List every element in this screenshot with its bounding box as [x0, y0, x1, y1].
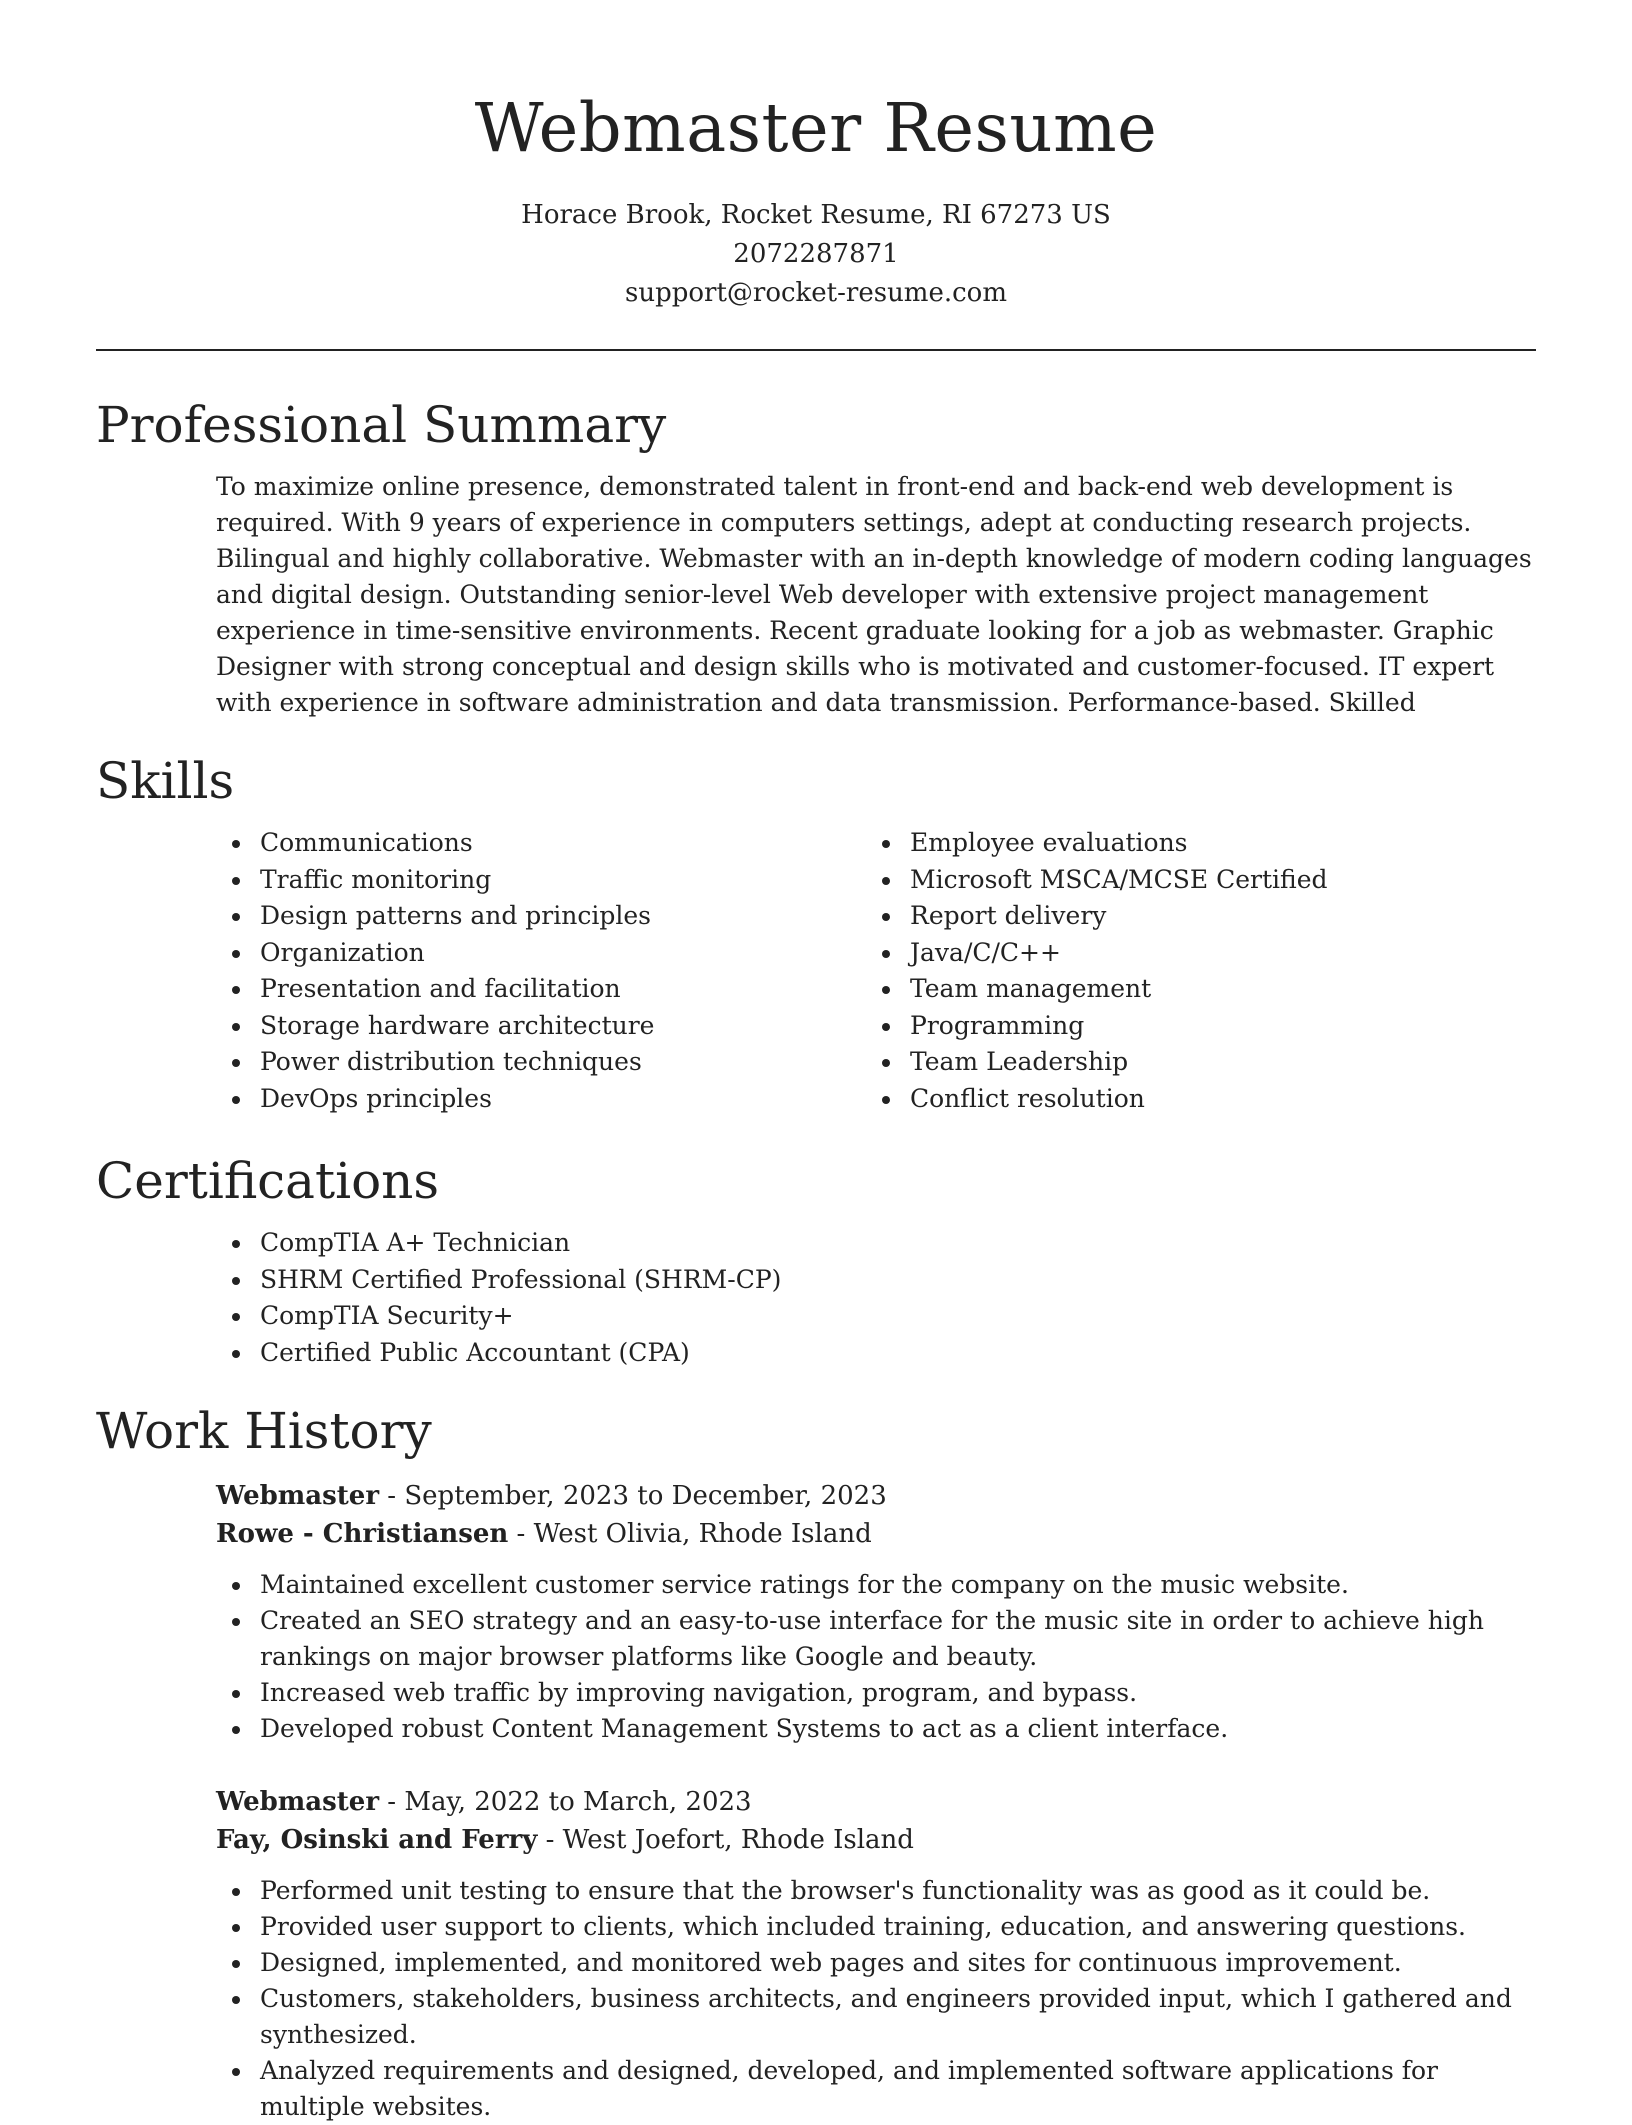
skill-item: DevOps principles — [260, 1081, 910, 1118]
skills-column-right — [910, 825, 1510, 1117]
skills-column-left — [260, 825, 910, 1117]
job-bullet: Analyzed requirements and designed, developed, and implemented software applications for multiple websites. — [260, 2053, 1536, 2125]
skill-item: Team Leadership — [910, 1044, 1510, 1081]
job-dates: - September, 2023 to December, 2023 — [379, 1481, 887, 1511]
job-entry — [216, 1477, 1536, 1747]
summary-text: To maximize online presence, demonstrated talent in front-end and back-end web development is required. With 9 years of experience in computers settings, adept at conducting research projects. Bilingual and highly collaborative. Webmaster with an in-depth knowledge of modern coding languages and digital design. Outstanding senior-level Web developer with extensive project management experience in time-sensitive environments. Recent graduate looking for a job as webmaster. Graphic Designer with strong conceptual and design skills who is motivated and customer-focused. IT expert with experience in software administration and data transmission. Performance-based. Skilled — [216, 472, 1532, 717]
skill-item: Design patterns and principles — [260, 898, 910, 935]
certifications-heading: Certifications — [96, 1152, 440, 1210]
contact-email: support@rocket-resume.com — [624, 278, 1007, 308]
work-history-heading: Work History — [96, 1402, 432, 1460]
skill-item: Java/C/C++ — [910, 935, 1510, 972]
skill-item: Conflict resolution — [910, 1081, 1510, 1118]
job-company: Fay, Osinski and Ferry — [216, 1825, 538, 1855]
job-title: Webmaster — [216, 1787, 380, 1817]
job-company: Rowe - Christiansen — [216, 1519, 509, 1549]
skill-item: Team management — [910, 971, 1510, 1008]
skill-item: Traffic monitoring — [260, 862, 910, 899]
job-bullet: Increased web traffic by improving navigation, program, and bypass. — [260, 1675, 1536, 1711]
job-company-line — [216, 1821, 1536, 1859]
skill-item: Report delivery — [910, 898, 1510, 935]
job-location: - West Olivia, Rhode Island — [508, 1519, 872, 1549]
certifications-list — [260, 1225, 1536, 1371]
job-dates: - May, 2022 to March, 2023 — [379, 1787, 752, 1817]
certification-item: CompTIA Security+ — [260, 1298, 1536, 1335]
skills-heading: Skills — [96, 752, 235, 810]
contact-address: Horace Brook, Rocket Resume, RI 67273 US — [521, 200, 1111, 230]
certification-item: SHRM Certified Professional (SHRM-CP) — [260, 1262, 1536, 1299]
job-bullet: Performed unit testing to ensure that the browser's functionality was as good as it could be. — [260, 1873, 1536, 1909]
skill-item: Microsoft MSCA/MCSE Certified — [910, 862, 1510, 899]
job-bullet: Designed, implemented, and monitored web pages and sites for continuous improvement. — [260, 1945, 1536, 1981]
certification-item: Certified Public Accountant (CPA) — [260, 1335, 1536, 1372]
skill-item: Storage hardware architecture — [260, 1008, 910, 1045]
job-bullets — [260, 1567, 1536, 1747]
contact-phone: 2072287871 — [733, 239, 899, 269]
job-bullet: Provided user support to clients, which included training, education, and answering questions. — [260, 1909, 1536, 1945]
contact-info — [96, 196, 1536, 313]
skill-item: Programming — [910, 1008, 1510, 1045]
job-bullet: Developed robust Content Management Systems to act as a client interface. — [260, 1711, 1536, 1747]
summary-heading: Professional Summary — [96, 396, 667, 454]
skill-item: Presentation and facilitation — [260, 971, 910, 1008]
certification-item: CompTIA A+ Technician — [260, 1225, 1536, 1262]
job-company-line — [216, 1515, 1536, 1553]
job-bullet: Customers, stakeholders, business architects, and engineers provided input, which I gathered and synthesized. — [260, 1981, 1536, 2053]
skill-item: Power distribution techniques — [260, 1044, 910, 1081]
job-title: Webmaster — [216, 1481, 380, 1511]
job-title-line — [216, 1477, 1536, 1515]
job-entry — [216, 1783, 1536, 2125]
job-bullet: Created an SEO strategy and an easy-to-use interface for the music site in order to achieve high rankings on major browser platforms like Google and beauty. — [260, 1603, 1536, 1675]
resume-title: Webmaster Resume — [474, 89, 1158, 167]
job-location: - West Joefort, Rhode Island — [537, 1825, 914, 1855]
skills-list — [96, 825, 1536, 1117]
job-bullets — [260, 1873, 1536, 2125]
job-bullet: Maintained excellent customer service ratings for the company on the music website. — [260, 1567, 1536, 1603]
skill-item: Organization — [260, 935, 910, 972]
header-divider — [96, 349, 1536, 351]
skill-item: Employee evaluations — [910, 825, 1510, 862]
job-title-line — [216, 1783, 1536, 1821]
resume-header — [96, 0, 1536, 313]
skill-item: Communications — [260, 825, 910, 862]
